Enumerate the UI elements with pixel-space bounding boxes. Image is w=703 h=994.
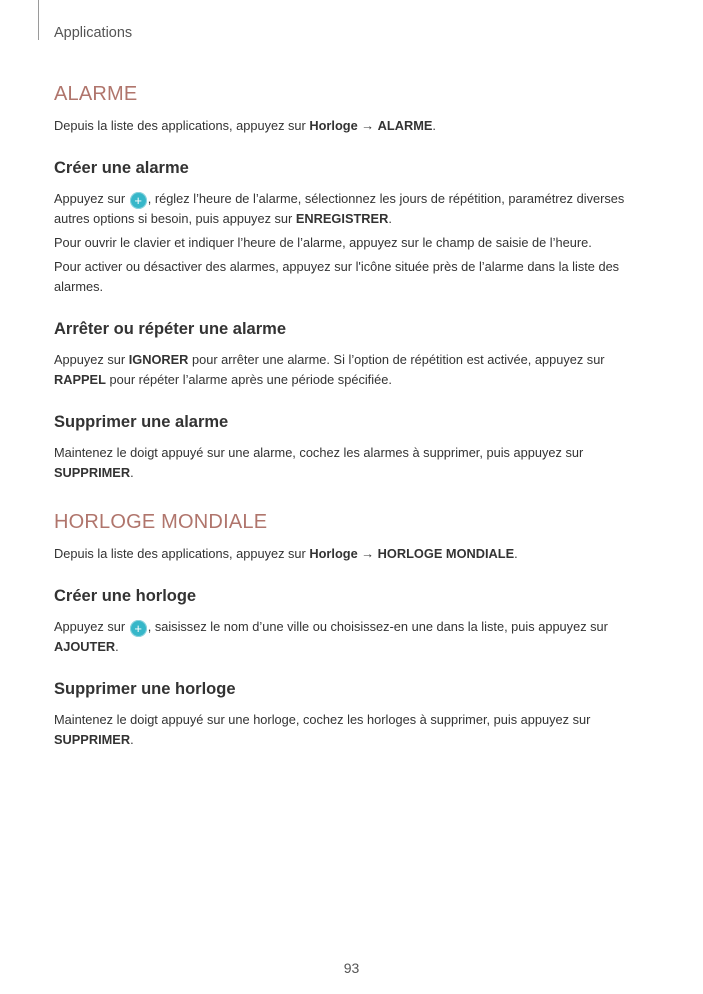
menu-target-alarme: ALARME <box>377 118 433 133</box>
alarm-intro: Depuis la liste des applications, appuyez sur Horloge → ALARME. <box>54 118 436 133</box>
header-rule <box>38 0 39 40</box>
heading-delete-clock: Supprimer une horloge <box>54 680 236 698</box>
arrow-icon: → <box>357 546 378 561</box>
delete-alarm-step: Maintenez le doigt appuyé sur une alarme, cochez les alarmes à supprimer, puis appuyez sur SUPPRIMER. <box>54 445 584 480</box>
add-icon: + <box>130 192 147 209</box>
page-content <box>54 83 654 754</box>
app-name-horloge: Horloge <box>309 546 358 561</box>
section-title-alarm: ALARME <box>54 83 138 105</box>
world-clock-intro: Depuis la liste des applications, appuyez sur Horloge → HORLOGE MONDIALE. <box>54 546 518 561</box>
label-supprimer: SUPPRIMER <box>54 732 131 747</box>
create-alarm-keyboard-tip: Pour ouvrir le clavier et indiquer l’heure de l’alarme, appuyez sur le champ de saisie de l’heure. <box>54 235 592 250</box>
label-ignorer: IGNORER <box>128 352 189 367</box>
stop-alarm-step: Appuyez sur IGNORER pour arrêter une alarme. Si l’option de répétition est activée, appuyez sur RAPPEL pour répéter l’alarme après une période spécifiée. <box>54 352 605 387</box>
arrow-icon: → <box>357 118 378 133</box>
label-ajouter: AJOUTER <box>54 639 116 654</box>
label-supprimer: SUPPRIMER <box>54 465 131 480</box>
section-title-world-clock: HORLOGE MONDIALE <box>54 511 268 533</box>
app-name-horloge: Horloge <box>309 118 358 133</box>
delete-clock-step: Maintenez le doigt appuyé sur une horloge, cochez les horloges à supprimer, puis appuyez sur SUPPRIMER. <box>54 712 591 747</box>
create-clock-step: Appuyez sur + , saisissez le nom d’une ville ou choisissez-en une dans la liste, puis appuyez sur AJOUTER. <box>54 619 608 654</box>
running-header: Applications <box>54 25 133 41</box>
label-enregistrer: ENREGISTRER <box>295 211 389 226</box>
heading-delete-alarm: Supprimer une alarme <box>54 413 229 431</box>
heading-create-alarm: Créer une alarme <box>54 159 189 177</box>
heading-create-clock: Créer une horloge <box>54 587 197 605</box>
page-number: 93 <box>343 960 360 976</box>
menu-target-horloge-mondiale: HORLOGE MONDIALE <box>377 546 515 561</box>
create-alarm-step: Appuyez sur + , réglez l’heure de l’alarme, sélectionnez les jours de répétition, paramétrez diverses autres options si besoin, puis appuyez sur ENREGISTRER. <box>54 191 625 226</box>
create-alarm-toggle-tip: Pour activer ou désactiver des alarmes, appuyez sur l'icône située près de l’alarme dans la liste des alarmes. <box>54 259 620 294</box>
add-icon: + <box>130 620 147 637</box>
heading-stop-alarm: Arrêter ou répéter une alarme <box>54 320 287 338</box>
label-rappel: RAPPEL <box>54 372 106 387</box>
